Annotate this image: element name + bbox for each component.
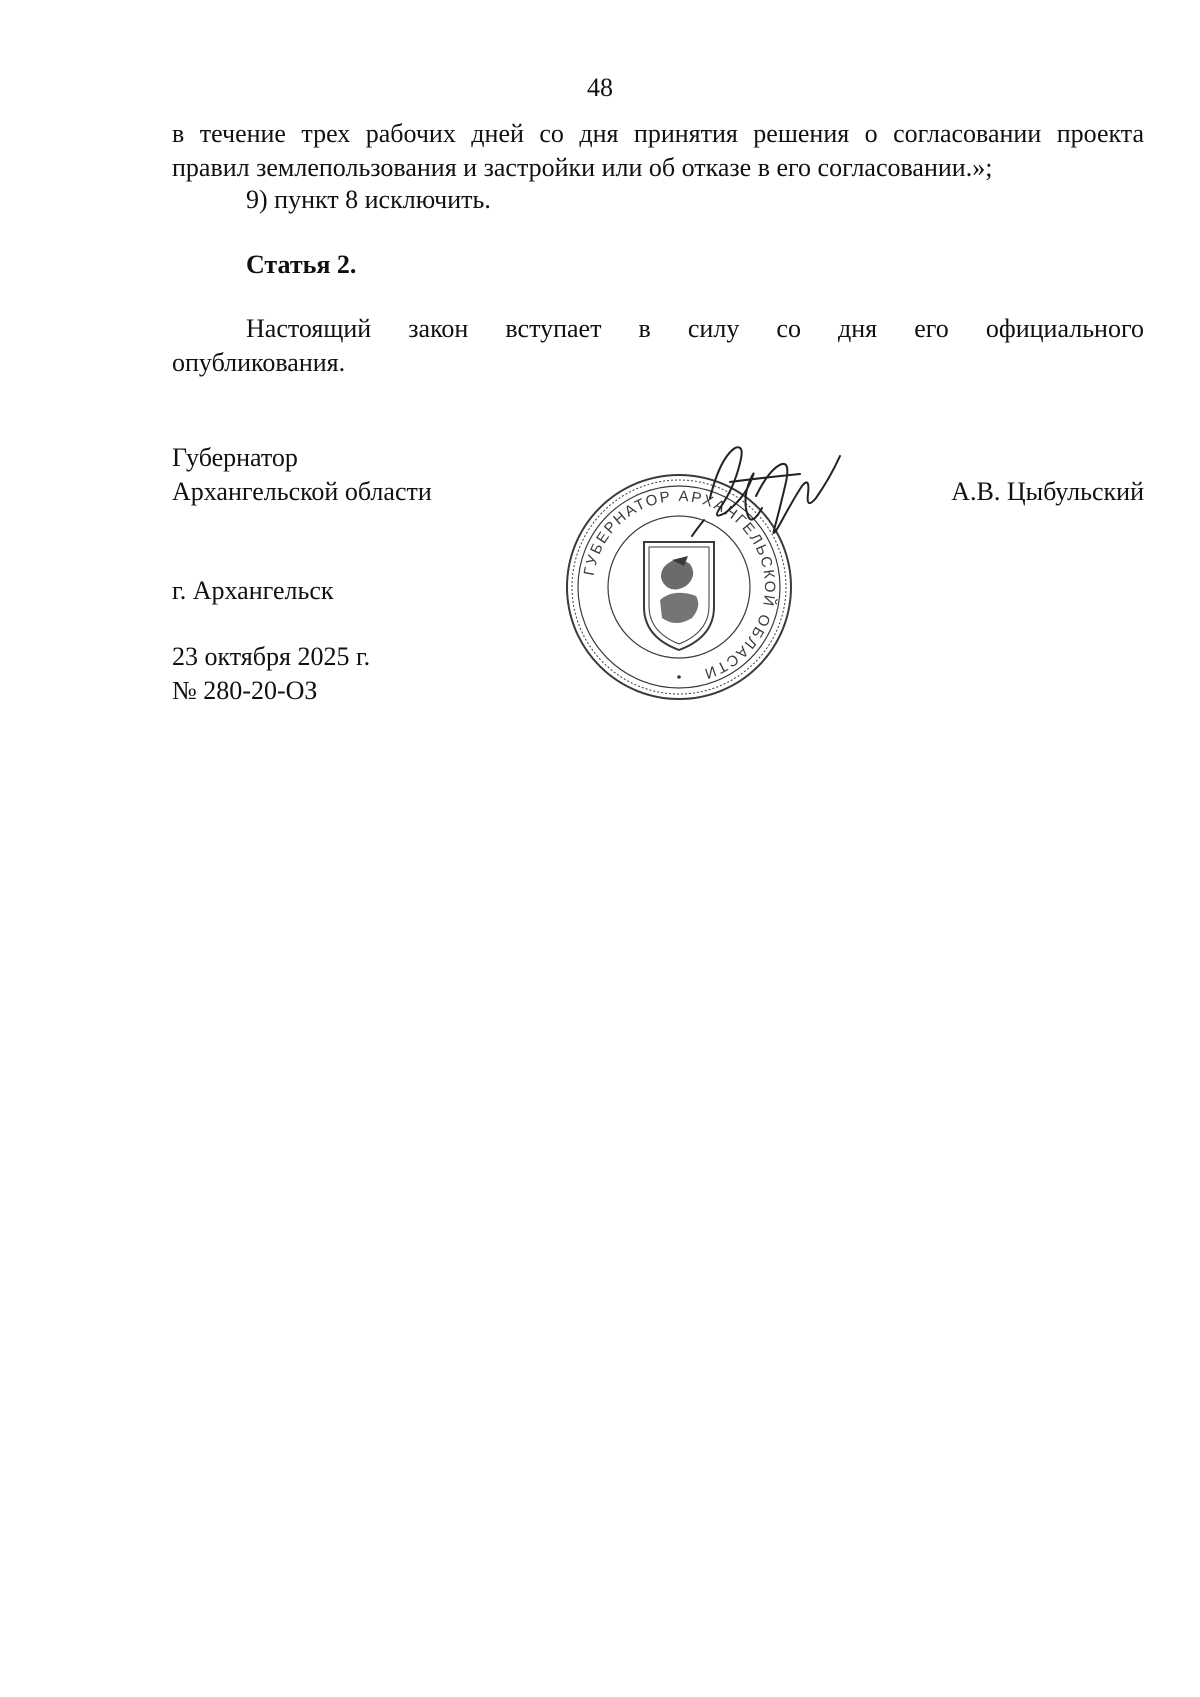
city: г. Архангельск [172, 576, 334, 605]
item-9 [172, 183, 1144, 217]
article-2-text [172, 312, 1144, 380]
paragraph-line: опубликования. [172, 348, 346, 377]
article-heading: Статья 2. [246, 250, 357, 279]
signatory-title-line: Архангельской области [172, 477, 432, 506]
seal-text: ГУБЕРНАТОР АРХАНГЕЛЬСКОЙ ОБЛАСТИ [580, 487, 779, 683]
paragraph-line: в течение трех рабочих дней со дня принятия решения о согласовании проекта [172, 119, 1144, 148]
paragraph-line: 9) пункт 8 исключить. [246, 185, 491, 214]
paragraph-line: правил землепользования и застройки или об отказе в его согласовании.»; [172, 153, 993, 182]
paragraph-line: Настоящий закон вступает в силу со дня его официального [246, 314, 1144, 343]
paragraph-continuation [172, 117, 1144, 185]
signatory-title-line: Губернатор [172, 443, 298, 472]
signatory-name: А.В. Цыбульский [951, 477, 1144, 506]
document-date: 23 октября 2025 г. [172, 642, 371, 671]
document-number: № 280-20-ОЗ [172, 676, 318, 705]
date-and-number [172, 640, 370, 708]
handwritten-signature-icon [690, 438, 850, 548]
page-number: 48 [587, 73, 613, 102]
signatory-title [172, 441, 432, 509]
